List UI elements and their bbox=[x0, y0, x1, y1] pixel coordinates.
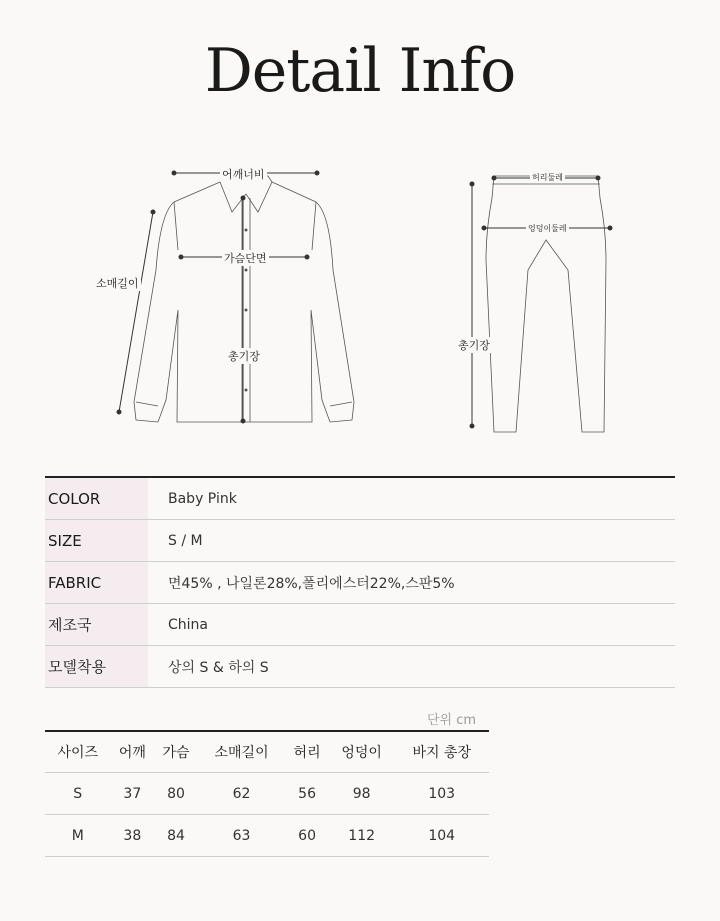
table-row bbox=[45, 477, 675, 520]
size-cell: 80 bbox=[154, 773, 198, 815]
pants-outline bbox=[486, 176, 606, 432]
info-value: China bbox=[148, 604, 675, 646]
size-table bbox=[45, 730, 489, 857]
size-cell: S bbox=[45, 773, 111, 815]
label-shirt-length: 총기장 bbox=[228, 350, 260, 363]
size-cell: 37 bbox=[111, 773, 155, 815]
info-value: 면45% , 나일론28%,폴리에스터22%,스판5% bbox=[148, 562, 675, 604]
size-table-header bbox=[45, 731, 489, 773]
size-cell: 62 bbox=[198, 773, 285, 815]
size-cell: 112 bbox=[329, 815, 395, 857]
size-diagram bbox=[0, 150, 720, 450]
table-row bbox=[45, 773, 489, 815]
header-cell: 허리 bbox=[285, 731, 329, 773]
table-row bbox=[45, 815, 489, 857]
label-chest: 가슴단면 bbox=[224, 252, 267, 265]
info-key: 모델착용 bbox=[45, 646, 148, 688]
header-cell: 사이즈 bbox=[45, 731, 111, 773]
header-cell: 바지 총장 bbox=[394, 731, 489, 773]
header-cell: 엉덩이 bbox=[329, 731, 395, 773]
unit-label: 단위 cm bbox=[427, 713, 477, 728]
shirt-outline bbox=[134, 176, 354, 422]
table-row bbox=[45, 646, 675, 688]
info-value: Baby Pink bbox=[148, 477, 675, 520]
size-cell: 56 bbox=[285, 773, 329, 815]
label-hip: 엉덩이둘레 bbox=[528, 224, 567, 233]
header-cell: 어깨 bbox=[111, 731, 155, 773]
label-waist: 허리둘레 bbox=[532, 173, 563, 182]
page-title: Detail Info bbox=[204, 36, 516, 106]
info-key: FABRIC bbox=[45, 562, 148, 604]
size-cell: 38 bbox=[111, 815, 155, 857]
size-cell: 103 bbox=[394, 773, 489, 815]
size-cell: 60 bbox=[285, 815, 329, 857]
garment-illustration bbox=[0, 150, 720, 450]
label-pants-length: 총기장 bbox=[458, 339, 490, 352]
header-cell: 소매길이 bbox=[198, 731, 285, 773]
size-cell: 98 bbox=[329, 773, 395, 815]
label-shoulder: 어깨너비 bbox=[222, 168, 265, 181]
info-key: COLOR bbox=[45, 477, 148, 520]
info-value: 상의 S & 하의 S bbox=[148, 646, 675, 688]
measure-lines bbox=[117, 171, 612, 428]
size-cell: 84 bbox=[154, 815, 198, 857]
label-sleeve: 소매길이 bbox=[96, 277, 139, 290]
table-row bbox=[45, 520, 675, 562]
info-table bbox=[45, 476, 675, 688]
size-cell: 104 bbox=[394, 815, 489, 857]
header-cell: 가슴 bbox=[154, 731, 198, 773]
table-row bbox=[45, 604, 675, 646]
size-cell: 63 bbox=[198, 815, 285, 857]
info-key: 제조국 bbox=[45, 604, 148, 646]
size-cell: M bbox=[45, 815, 111, 857]
info-key: SIZE bbox=[45, 520, 148, 562]
table-row bbox=[45, 562, 675, 604]
info-value: S / M bbox=[148, 520, 675, 562]
